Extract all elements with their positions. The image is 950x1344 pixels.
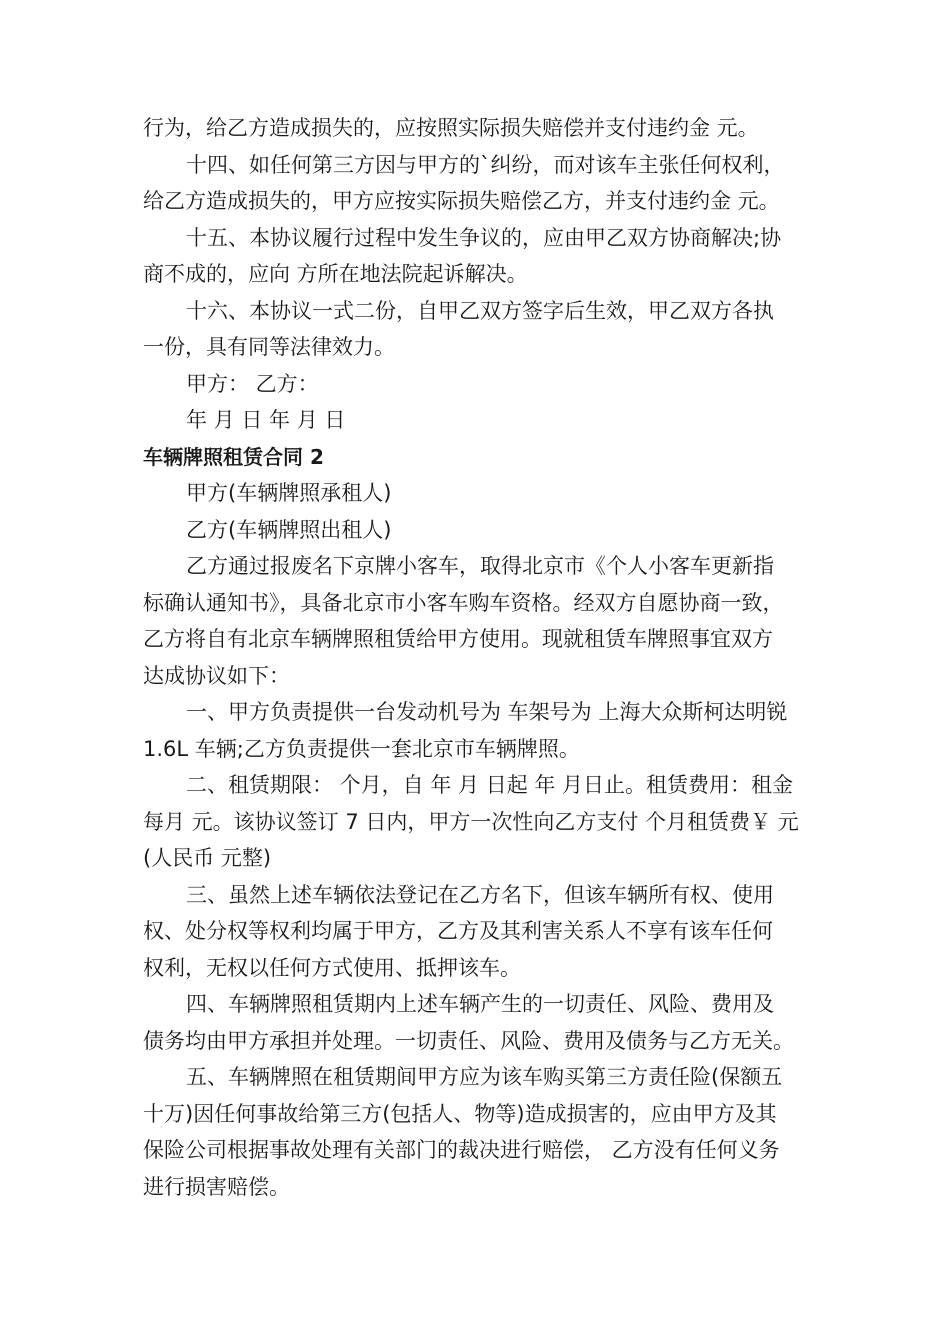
line-text: 达成协议如下： bbox=[143, 664, 290, 688]
heading-text: 车辆牌照租赁合同 2 bbox=[143, 445, 324, 469]
line-text: 1.6L 车辆;乙方负责提供一套北京市车辆牌照。 bbox=[143, 737, 580, 761]
line-text: 甲方： 乙方： bbox=[186, 372, 319, 396]
line-text: 一份，具有同等法律效力。 bbox=[143, 335, 395, 359]
line-text: 乙方通过报废名下京牌小客车，取得北京市《个人小客车更新指 bbox=[186, 554, 774, 578]
line-text: (人民币 元整) bbox=[143, 846, 272, 870]
line-text: 乙方将自有北京车辆牌照租赁给甲方使用。现就租赁车牌照事宜双方 bbox=[143, 627, 773, 651]
line-text: 二、租赁期限： 个月，自 年 月 日起 年 月日止。租赁费用：租金 bbox=[186, 773, 794, 797]
line-text: 债务均由甲方承担并处理。一切责任、风险、费用及债务与乙方无关。 bbox=[143, 1029, 794, 1053]
line-text: 进行损害赔偿。 bbox=[143, 1175, 290, 1199]
line-text: 甲方(车辆牌照承租人) bbox=[186, 481, 392, 505]
line-text: 十四、如任何第三方因与甲方的`纠纷，而对该车主张任何权利， bbox=[186, 153, 785, 177]
line-text: 三、虽然上述车辆依法登记在乙方名下，但该车辆所有权、使用 bbox=[186, 883, 774, 907]
line-text: 十五、本协议履行过程中发生争议的，应由甲乙双方协商解决;协 bbox=[186, 226, 782, 250]
line-text: 商不成的，应向 方所在地法院起诉解决。 bbox=[143, 262, 528, 286]
line-text: 年 月 日 年 月 日 bbox=[186, 408, 346, 432]
line-text: 每月 元。该协议签订 7 日内，甲方一次性向乙方支付 个月租赁费￥ 元 bbox=[143, 810, 799, 834]
line-text: 十六、本协议一式二份，自甲乙双方签字后生效，甲乙双方各执 bbox=[186, 299, 774, 323]
line-text: 给乙方造成损失的，甲方应按实际损失赔偿乙方，并支付违约金 元。 bbox=[143, 189, 780, 213]
line-text: 四、车辆牌照租赁期内上述车辆产生的一切责任、风险、费用及 bbox=[186, 992, 774, 1016]
line-text: 乙方(车辆牌照出租人) bbox=[186, 518, 392, 542]
line-text: 五、车辆牌照在租赁期间甲方应为该车购买第三方责任险(保额五 bbox=[186, 1065, 783, 1089]
line-text: 保险公司根据事故处理有关部门的裁决进行赔偿， 乙方没有任何义务 bbox=[143, 1138, 780, 1162]
line-text: 一、甲方负责提供一台发动机号为 车架号为 上海大众斯柯达明锐 bbox=[186, 700, 788, 724]
line-text: 标确认通知书》，具备北京市小客车购车资格。经双方自愿协商一致， bbox=[143, 591, 784, 615]
line-text: 十万)因任何事故给第三方(包括人、物等)造成损害的，应由甲方及其 bbox=[143, 1102, 777, 1126]
line-text: 权利，无权以任何方式使用、抵押该车。 bbox=[143, 956, 521, 980]
line-text: 权、处分权等权利均属于甲方，乙方及其利害关系人不享有该车任何 bbox=[143, 919, 773, 943]
line-text: 行为，给乙方造成损失的，应按照实际损失赔偿并支付违约金 元。 bbox=[143, 116, 759, 140]
